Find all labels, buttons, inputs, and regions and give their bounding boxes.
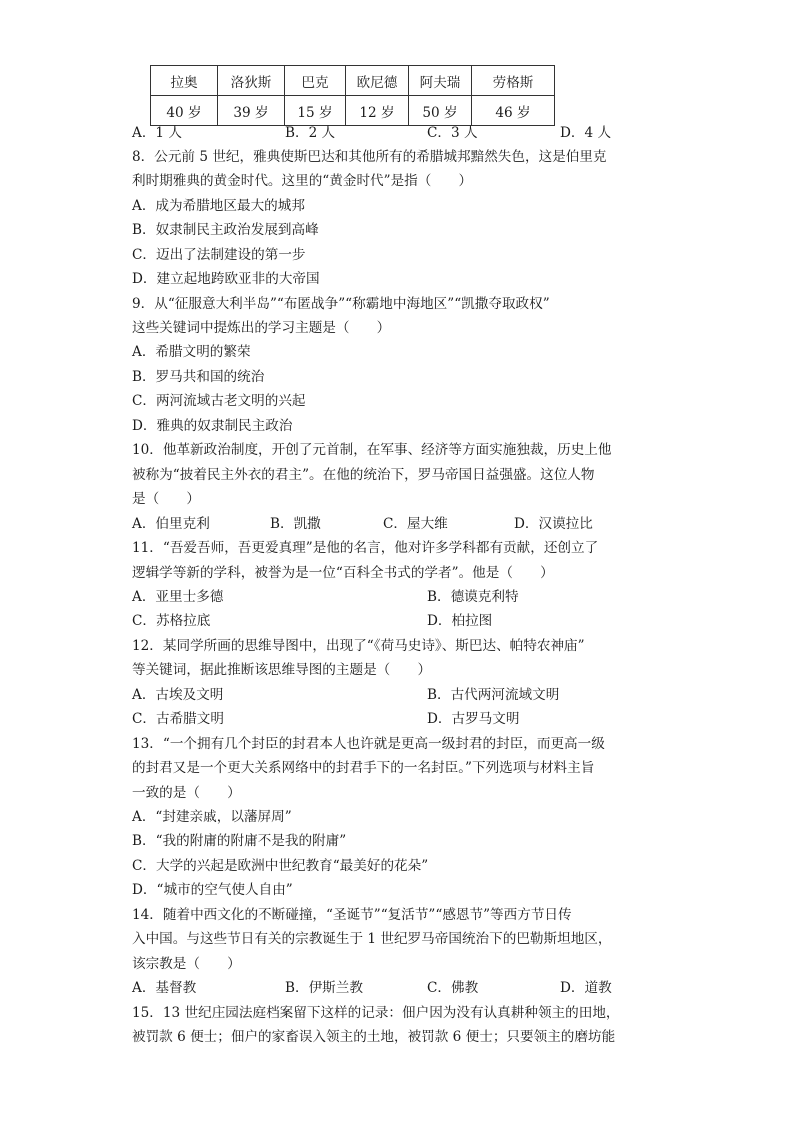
q8-stem-line-1: 8．公元前 5 世纪，雅典使斯巴达和其他所有的希腊城邦黯然失色，这是伯里克 xyxy=(132,149,607,165)
q7-option-a: A．1 人 xyxy=(132,125,182,141)
q10-option-c: C．屋大维 xyxy=(383,516,448,532)
q13-stem-line-2: 的封君又是一个更大关系网络中的封君手下的一名封臣。”下列选项与材料主旨 xyxy=(132,760,595,776)
table-cell: 46 岁 xyxy=(472,96,555,126)
q9-stem-line-2: 这些关键词中提炼出的学习主题是（ ） xyxy=(132,320,391,336)
q10-stem-line-1: 10．他革新政治制度，开创了元首制，在军事、经济等方面实施独裁，历史上他 xyxy=(132,442,612,458)
q10-stem-line-2: 被称为“披着民主外衣的君主”。在他的统治下，罗马帝国日益强盛。这位人物 xyxy=(132,467,595,483)
q12-option-b: B．古代两河流域文明 xyxy=(427,687,560,703)
q8-option-d: D．建立起地跨欧亚非的大帝国 xyxy=(132,271,320,287)
q11-option-b: B．德谟克利特 xyxy=(427,589,519,605)
q14-stem-line-2: 入中国。与这些节日有关的宗教诞生于 1 世纪罗马帝国统治下的巴勒斯坦地区， xyxy=(132,931,612,947)
q9-option-d: D．雅典的奴隶制民主政治 xyxy=(132,418,293,434)
q11-option-c: C．苏格拉底 xyxy=(132,613,211,629)
table-cell: 15 岁 xyxy=(285,96,346,126)
age-table xyxy=(150,65,555,126)
table-cell: 劳格斯 xyxy=(472,66,555,96)
table-cell: 阿夫瑞 xyxy=(409,66,472,96)
table-cell: 洛狄斯 xyxy=(218,66,285,96)
q14-stem-line-3: 该宗教是（ ） xyxy=(132,956,241,972)
table-cell: 50 岁 xyxy=(409,96,472,126)
q11-stem-line-2: 逻辑学等新的学科，被誉为是一位“百科全书式的学者”。他是（ ） xyxy=(132,565,554,581)
q12-option-d: D．古罗马文明 xyxy=(427,711,520,727)
table-row xyxy=(151,66,555,96)
q13-stem-line-1: 13．“一个拥有几个封臣的封君本人也许就是更高一级封君的封臣，而更高一级 xyxy=(132,736,605,752)
q7-option-d: D．4 人 xyxy=(560,125,612,141)
q7-option-b: B．2 人 xyxy=(285,125,336,141)
q8-option-c: C．迈出了法制建设的第一步 xyxy=(132,247,306,263)
q10-stem-line-3: 是（ ） xyxy=(132,491,200,507)
q13-stem-line-3: 一致的是（ ） xyxy=(132,785,241,801)
q7-option-c: C．3 人 xyxy=(427,125,478,141)
q13-option-b: B．“我的附庸的附庸不是我的附庸” xyxy=(132,833,347,849)
q9-option-c: C．两河流域古老文明的兴起 xyxy=(132,393,306,409)
q14-option-a: A．基督教 xyxy=(132,980,197,996)
q9-stem-line-1: 9．从“征服意大利半岛”“布匿战争”“称霸地中海地区”“凯撒夺取政权” xyxy=(132,296,550,312)
q13-option-a: A．“封建亲戚，以藩屏周” xyxy=(132,809,292,825)
q8-option-b: B．奴隶制民主政治发展到高峰 xyxy=(132,222,319,238)
q12-stem-line-1: 12．某同学所画的思维导图中，出现了“《荷马史诗》、斯巴达、帕特农神庙” xyxy=(132,638,585,654)
q14-option-d: D．道教 xyxy=(560,980,612,996)
table-cell: 40 岁 xyxy=(151,96,218,126)
q10-option-d: D．汉谟拉比 xyxy=(514,516,593,532)
q10-option-b: B．凯撒 xyxy=(270,516,321,532)
q14-option-b: B．伊斯兰教 xyxy=(285,980,363,996)
q14-option-c: C．佛教 xyxy=(427,980,479,996)
q10-option-a: A．伯里克利 xyxy=(132,516,210,532)
q12-option-a: A．古埃及文明 xyxy=(132,687,224,703)
q12-stem-line-2: 等关键词，据此推断该思维导图的主题是（ ） xyxy=(132,662,432,678)
table-cell: 巴克 xyxy=(285,66,346,96)
q13-option-d: D．“城市的空气使人自由” xyxy=(132,882,293,898)
q9-option-b: B．罗马共和国的统治 xyxy=(132,369,265,385)
q11-option-d: D．柏拉图 xyxy=(427,613,493,629)
q13-option-c: C．大学的兴起是欧洲中世纪教育“最美好的花朵” xyxy=(132,858,429,874)
q11-stem-line-1: 11．“吾爱吾师，吾更爱真理”是他的名言，他对许多学科都有贡献，还创立了 xyxy=(132,540,599,556)
q12-option-c: C．古希腊文明 xyxy=(132,711,224,727)
table-cell: 39 岁 xyxy=(218,96,285,126)
q9-option-a: A．希腊文明的繁荣 xyxy=(132,344,251,360)
q14-stem-line-1: 14．随着中西文化的不断碰撞，“圣诞节”“复活节”“感恩节”等西方节日传 xyxy=(132,907,572,923)
table-cell: 12 岁 xyxy=(346,96,409,126)
q15-stem-line-2: 被罚款 6 便士；佃户的家畜误入领主的土地，被罚款 6 便士；只要领主的磨坊能 xyxy=(132,1029,616,1045)
q8-option-a: A．成为希腊地区最大的城邦 xyxy=(132,198,305,214)
table-cell: 拉奥 xyxy=(151,66,218,96)
table-row xyxy=(151,96,555,126)
table-cell: 欧尼德 xyxy=(346,66,409,96)
q11-option-a: A．亚里士多德 xyxy=(132,589,224,605)
q15-stem-line-1: 15．13 世纪庄园法庭档案留下这样的记录：佃户因为没有认真耕种领主的田地， xyxy=(132,1005,620,1021)
q8-stem-line-2: 利时期雅典的黄金时代。这里的“黄金时代”是指（ ） xyxy=(132,173,473,189)
